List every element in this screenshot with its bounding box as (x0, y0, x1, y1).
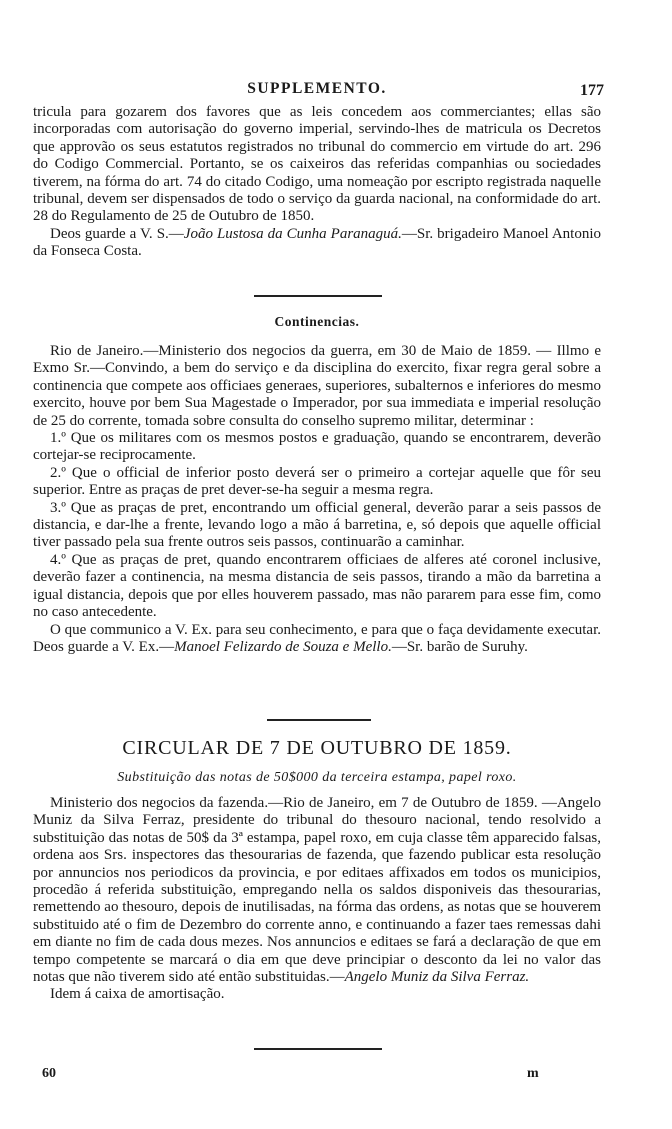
running-head: SUPPLEMENTO. (247, 80, 387, 97)
signature: João Lustosa da Cunha Paranaguá. (183, 225, 402, 242)
list-item: 3.º Que as praças de pret, encontrando um official general, deverão parar a seis passos de distancia, e dar-lhe a frente, levando logo a mão á barretina, e, só depois que aquelle official tiver passado pela sua frente outros seis passos, continuarão a caminhar. (33, 499, 601, 551)
letter-block-1 (33, 104, 601, 261)
signature: Angelo Muniz da Silva Ferraz. (344, 969, 530, 986)
paragraph-text: Ministerio dos negocios da fazenda.—Rio de Janeiro, em 7 de Outubro de 1859. —Angelo Muniz da Silva Ferraz, presidente do tribunal do thesouro nacional, tendo resolvido a substituição das notas de 50$ da 3ª estampa, papel roxo, em cuja classe têm apparecido falsas, ordena aos Srs. inspectores das thesourarias de fazenda, que fazendo publicar esta resolução por annuncios nos periodicos da provincia, e por editaes affixados em todos os municipios, procedão á referida substituição, empregando nella os saldos disponiveis das thesourarias, remettendo ao thesouro, depois de inutilisadas, na fórma das ordens, as notas que se houverem substituido até o fim de Dezembro do corrente anno, e continuando a fazer taes remessas dahi em diante no fim de cada dous mezes. Nos annuncios e editaes se fará a declaração de que em tempo competente se marcará o dia em que deve principiar o desconto da lei no valor das notas que não tiverem sido até então substituidas.— (33, 795, 601, 986)
page-number: 177 (580, 82, 604, 99)
section-divider (267, 719, 371, 721)
list-item: 1.º Que os militares com os mesmos postos e graduação, quando se encontrarem, deverão cortejar-se reciprocamente. (33, 430, 601, 464)
closing-prefix: Deos guarde a V. S.— (50, 225, 184, 242)
section-divider (254, 295, 382, 297)
sheet-mark: m (527, 1066, 539, 1081)
section-heading-continencias: Continencias. (274, 314, 360, 329)
circular-body (33, 795, 601, 1004)
intro-paragraph: Rio de Janeiro.—Ministerio dos negocios da guerra, em 30 de Maio de 1859. — Illmo e Exmo Sr.—Convindo, a bem do serviço e da disciplina do exercito, fixar regra geral sobre a continencia que compete aos officiaes generaes, superiores, subalternos e inferiores do mesmo exercito, houve por bem Sua Magestade o Imperador, por sua immediata e imperial resolução de 25 do corrente, tomada sobre consulta do conselho supremo militar, determinar : (33, 343, 601, 429)
closing-paragraph (33, 622, 601, 657)
list-item: 2.º Que o official de inferior posto deverá ser o primeiro a cortejar aquelle que fôr seu superior. Entre as praças de pret dever-se-ha seguir a mesma regra. (33, 464, 601, 499)
paragraph (33, 795, 601, 986)
paragraph: tricula para gozarem dos favores que as leis concedem aos commerciantes; ellas são incorporadas com autorisação do governo imperial, servindo-lhes de matricula os Decretos que approvão os seus estatutos registrados no tribunal do commercio em virtude do art. 296 do Codigo Commercial. Portanto, se os caixeiros das referidas companhias ou sociedades tiverem, na fórma do art. 74 do citado Codigo, uma nomeação por escripto registrada naquelle tribunal, devem ser dispensados de todo o serviço da guarda nacional, na conformidade do art. 28 do Regulamento de 25 de Outubro de 1850. (33, 104, 601, 225)
idem-line: Idem á caixa de amortisação. (50, 986, 225, 1003)
section-heading-circular: CIRCULAR DE 7 DE OUTUBRO DE 1859. (122, 737, 512, 759)
continencias-body (33, 343, 601, 656)
section-divider (254, 1048, 382, 1050)
page-header (33, 80, 604, 102)
closing-paragraph (33, 226, 601, 261)
signature: Manoel Felizardo de Souza e Mello. (174, 638, 392, 655)
closing-suffix: —Sr. brigadeiro Manoel Antonio da Fonseca Costa. (33, 225, 601, 260)
list-item: 4.º Que as praças de pret, quando encontrarem officiaes de alferes até coronel inclusive, deverão fazer a continencia, na mesma distancia de seis passos, tirando a mão da barretina a igual distancia, depois que por elles houverem passado, mas não pararem para esse fim, como no caso antecedente. (33, 551, 601, 621)
closing-suffix: —Sr. barão de Suruhy. (391, 638, 528, 655)
section-subtitle: Substituição das notas de 50$000 da terceira estampa, papel roxo. (117, 770, 517, 785)
closing-prefix: O que communico a V. Ex. para seu conhecimento, e para que o faça devidamente executar. Deos guarde a V. Ex.— (33, 621, 601, 655)
signature-mark: 60 (42, 1066, 56, 1081)
